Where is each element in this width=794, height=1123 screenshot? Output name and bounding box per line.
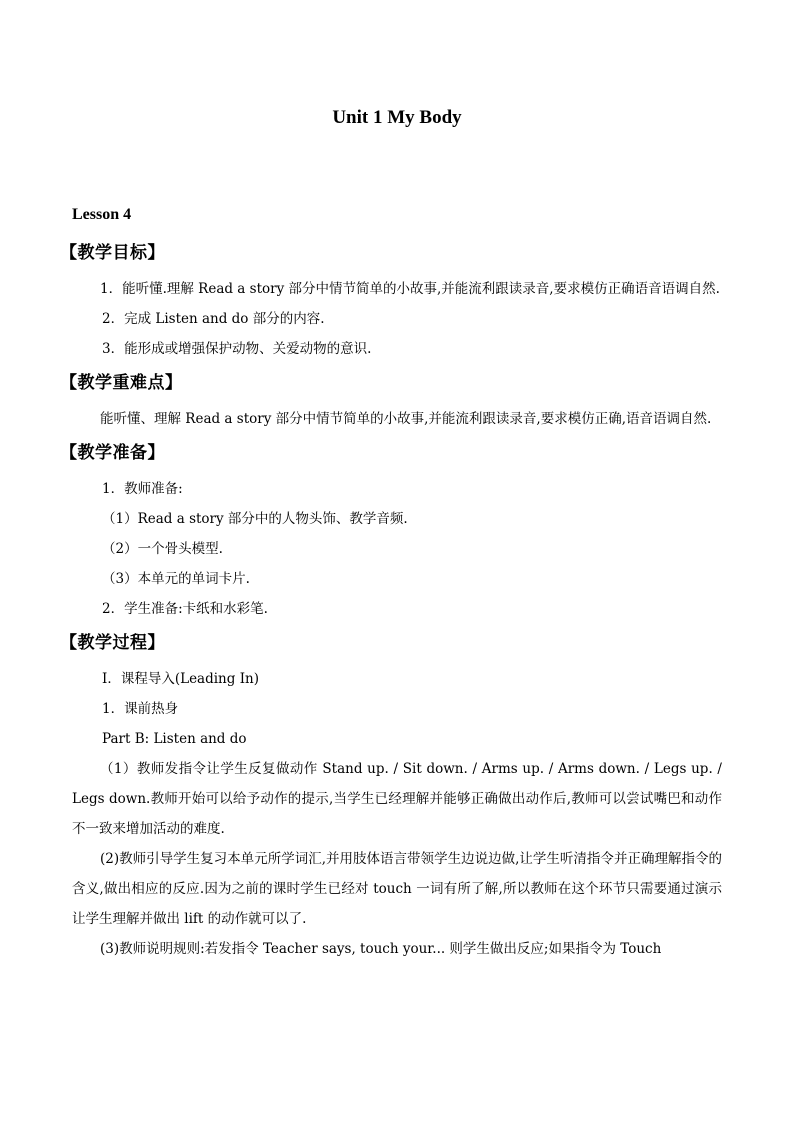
goals-item-2: 2．完成 Listen and do 部分的内容.: [102, 311, 325, 327]
preparation-item-1: 1．教师准备:: [102, 481, 183, 497]
page-title: Unit 1 My Body: [332, 107, 462, 128]
preparation-item-4: （3）本单元的单词卡片.: [102, 571, 250, 587]
process-heading: 【教学过程】: [60, 633, 165, 653]
process-paragraph-2: (2)教师引导学生复习本单元所学词汇,并用肢体语言带领学生边说边做,让学生听清指令并正确理解指令的含义,做出相应的反应.因为之前的课时学生已经对 touch 一词有所了解,所以教师在这个环节只需要通过演示让学生理解并做出 lift 的动作就可以了.: [72, 851, 722, 927]
goals-item-3: 3．能形成或增强保护动物、关爱动物的意识.: [102, 341, 372, 357]
document-page: [60, 100, 722, 964]
key-points-text: 能听懂、理解 Read a story 部分中情节简单的小故事,并能流利跟读录音,要求模仿正确,语音语调自然.: [100, 411, 712, 427]
preparation-item-3: （2）一个骨头模型.: [102, 541, 223, 557]
lesson-heading: Lesson 4: [72, 206, 132, 223]
goals-heading: 【教学目标】: [60, 243, 165, 263]
preparation-item-2: （1）Read a story 部分中的人物头饰、教学音频.: [102, 511, 408, 527]
process-paragraph-3: (3)教师说明规则:若发指令 Teacher says, touch your... 则学生做出反应;如果指令为 Touch: [100, 941, 662, 957]
preparation-heading: 【教学准备】: [60, 443, 165, 463]
preparation-item-5: 2．学生准备:卡纸和水彩笔.: [102, 601, 268, 617]
process-line-2: 1．课前热身: [102, 701, 179, 717]
process-paragraph-1: （1）教师发指令让学生反复做动作 Stand up. / Sit down. / Arms up. / Arms down. / Legs up. / Legs down.教师开始可以给予动作的提示,当学生已经理解并能够正确做出动作后,教师可以尝试嘴巴和动作不一致来增加活动的难度.: [72, 761, 722, 837]
goals-item-1: 1．能听懂.理解 Read a story 部分中情节简单的小故事,并能流利跟读录音,要求模仿正确语音语调自然.: [100, 281, 720, 297]
process-line-1: Ⅰ．课程导入(Leading In): [102, 671, 259, 687]
process-line-3: Part B: Listen and do: [102, 731, 247, 747]
key-points-heading: 【教学重难点】: [60, 373, 183, 393]
